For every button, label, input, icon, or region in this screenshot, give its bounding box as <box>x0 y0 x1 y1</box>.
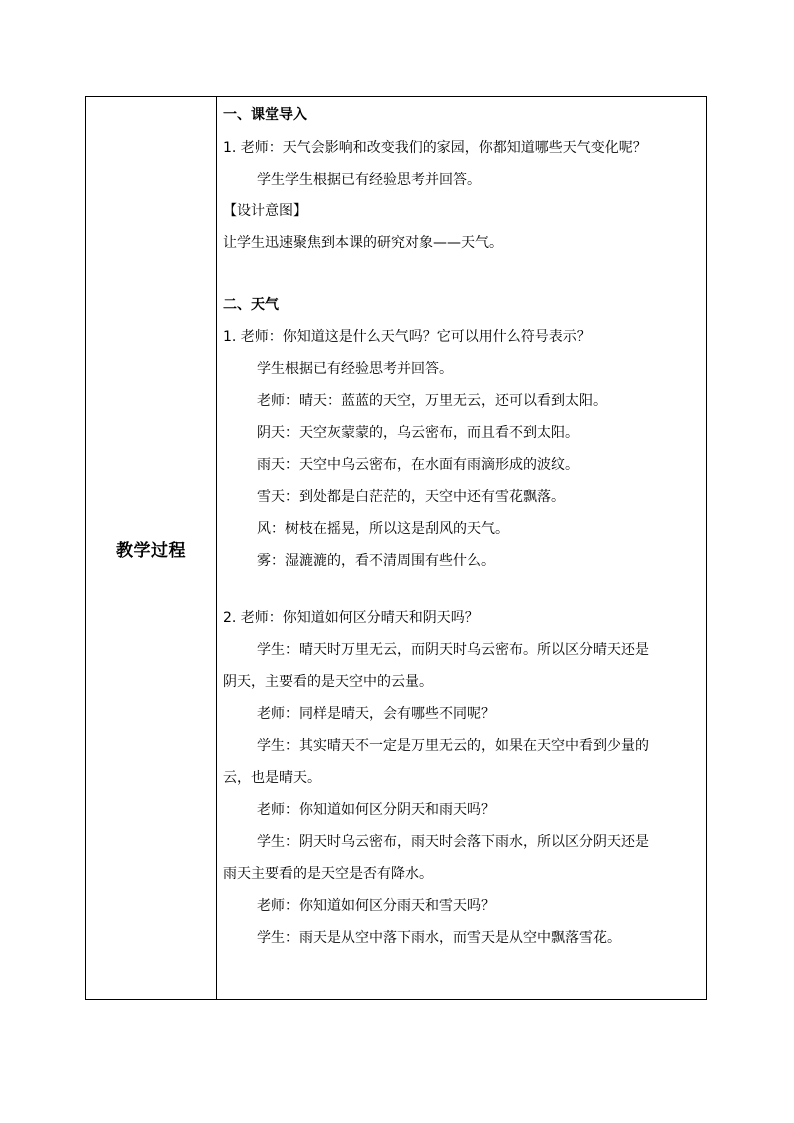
design-intent-text: 让学生迅速聚焦到本课的研究对象——天气。 <box>223 235 503 251</box>
section2-line: 雨天：天空中乌云密布，在水面有雨滴形成的波纹。 <box>257 457 579 473</box>
dialogue-line: 学生：晴天时万里无云，而阴天时乌云密布。所以区分晴天还是 <box>257 642 649 658</box>
section1-heading: 一、课堂导入 <box>223 107 307 123</box>
row-label-cell <box>86 97 216 999</box>
section2-line: 风：树枝在摇晃，所以这是刮风的天气。 <box>257 521 509 537</box>
section2-line: 雾：湿漉漉的，看不清周围有些什么。 <box>257 553 495 569</box>
row-label: 教学过程 <box>116 540 186 561</box>
dialogue-line: 老师：你知道如何区分雨天和雪天吗？ <box>257 898 495 914</box>
section2-question-2: 2. 老师：你知道如何区分晴天和阴天吗？ <box>223 610 479 626</box>
dialogue-line: 雨天主要看的是天空是否有降水。 <box>223 866 433 882</box>
section2-line: 雪天：到处都是白茫茫的，天空中还有雪花飘落。 <box>257 489 565 505</box>
dialogue-line: 云，也是晴天。 <box>223 770 321 786</box>
dialogue-line: 老师：同样是晴天，会有哪些不同呢？ <box>257 706 495 722</box>
section2-line: 学生根据已有经验思考并回答。 <box>257 361 453 377</box>
dialogue-line: 学生：阴天时乌云密布，雨天时会落下雨水，所以区分阴天还是 <box>257 834 649 850</box>
dialogue-line: 学生：其实晴天不一定是万里无云的，如果在天空中看到少量的 <box>257 738 649 754</box>
section1-answer: 学生学生根据已有经验思考并回答。 <box>257 172 481 188</box>
dialogue-line: 阴天，主要看的是天空中的云量。 <box>223 674 433 690</box>
design-intent-label: 【设计意图】 <box>223 203 307 219</box>
section2-line: 老师：晴天：蓝蓝的天空，万里无云，还可以看到太阳。 <box>257 393 607 409</box>
section2-line: 阴天：天空灰蒙蒙的，乌云密布，而且看不到太阳。 <box>257 425 579 441</box>
section2-heading: 二、天气 <box>223 297 279 313</box>
dialogue-line: 老师：你知道如何区分阴天和雨天吗？ <box>257 802 495 818</box>
section2-question-1: 1. 老师：你知道这是什么天气吗？它可以用什么符号表示？ <box>223 329 591 345</box>
lesson-table <box>85 96 707 1000</box>
column-divider <box>216 97 217 999</box>
section1-question: 1. 老师：天气会影响和改变我们的家园，你都知道哪些天气变化呢？ <box>223 140 647 156</box>
dialogue-line: 学生：雨天是从空中落下雨水，而雪天是从空中飘落雪花。 <box>257 930 621 946</box>
